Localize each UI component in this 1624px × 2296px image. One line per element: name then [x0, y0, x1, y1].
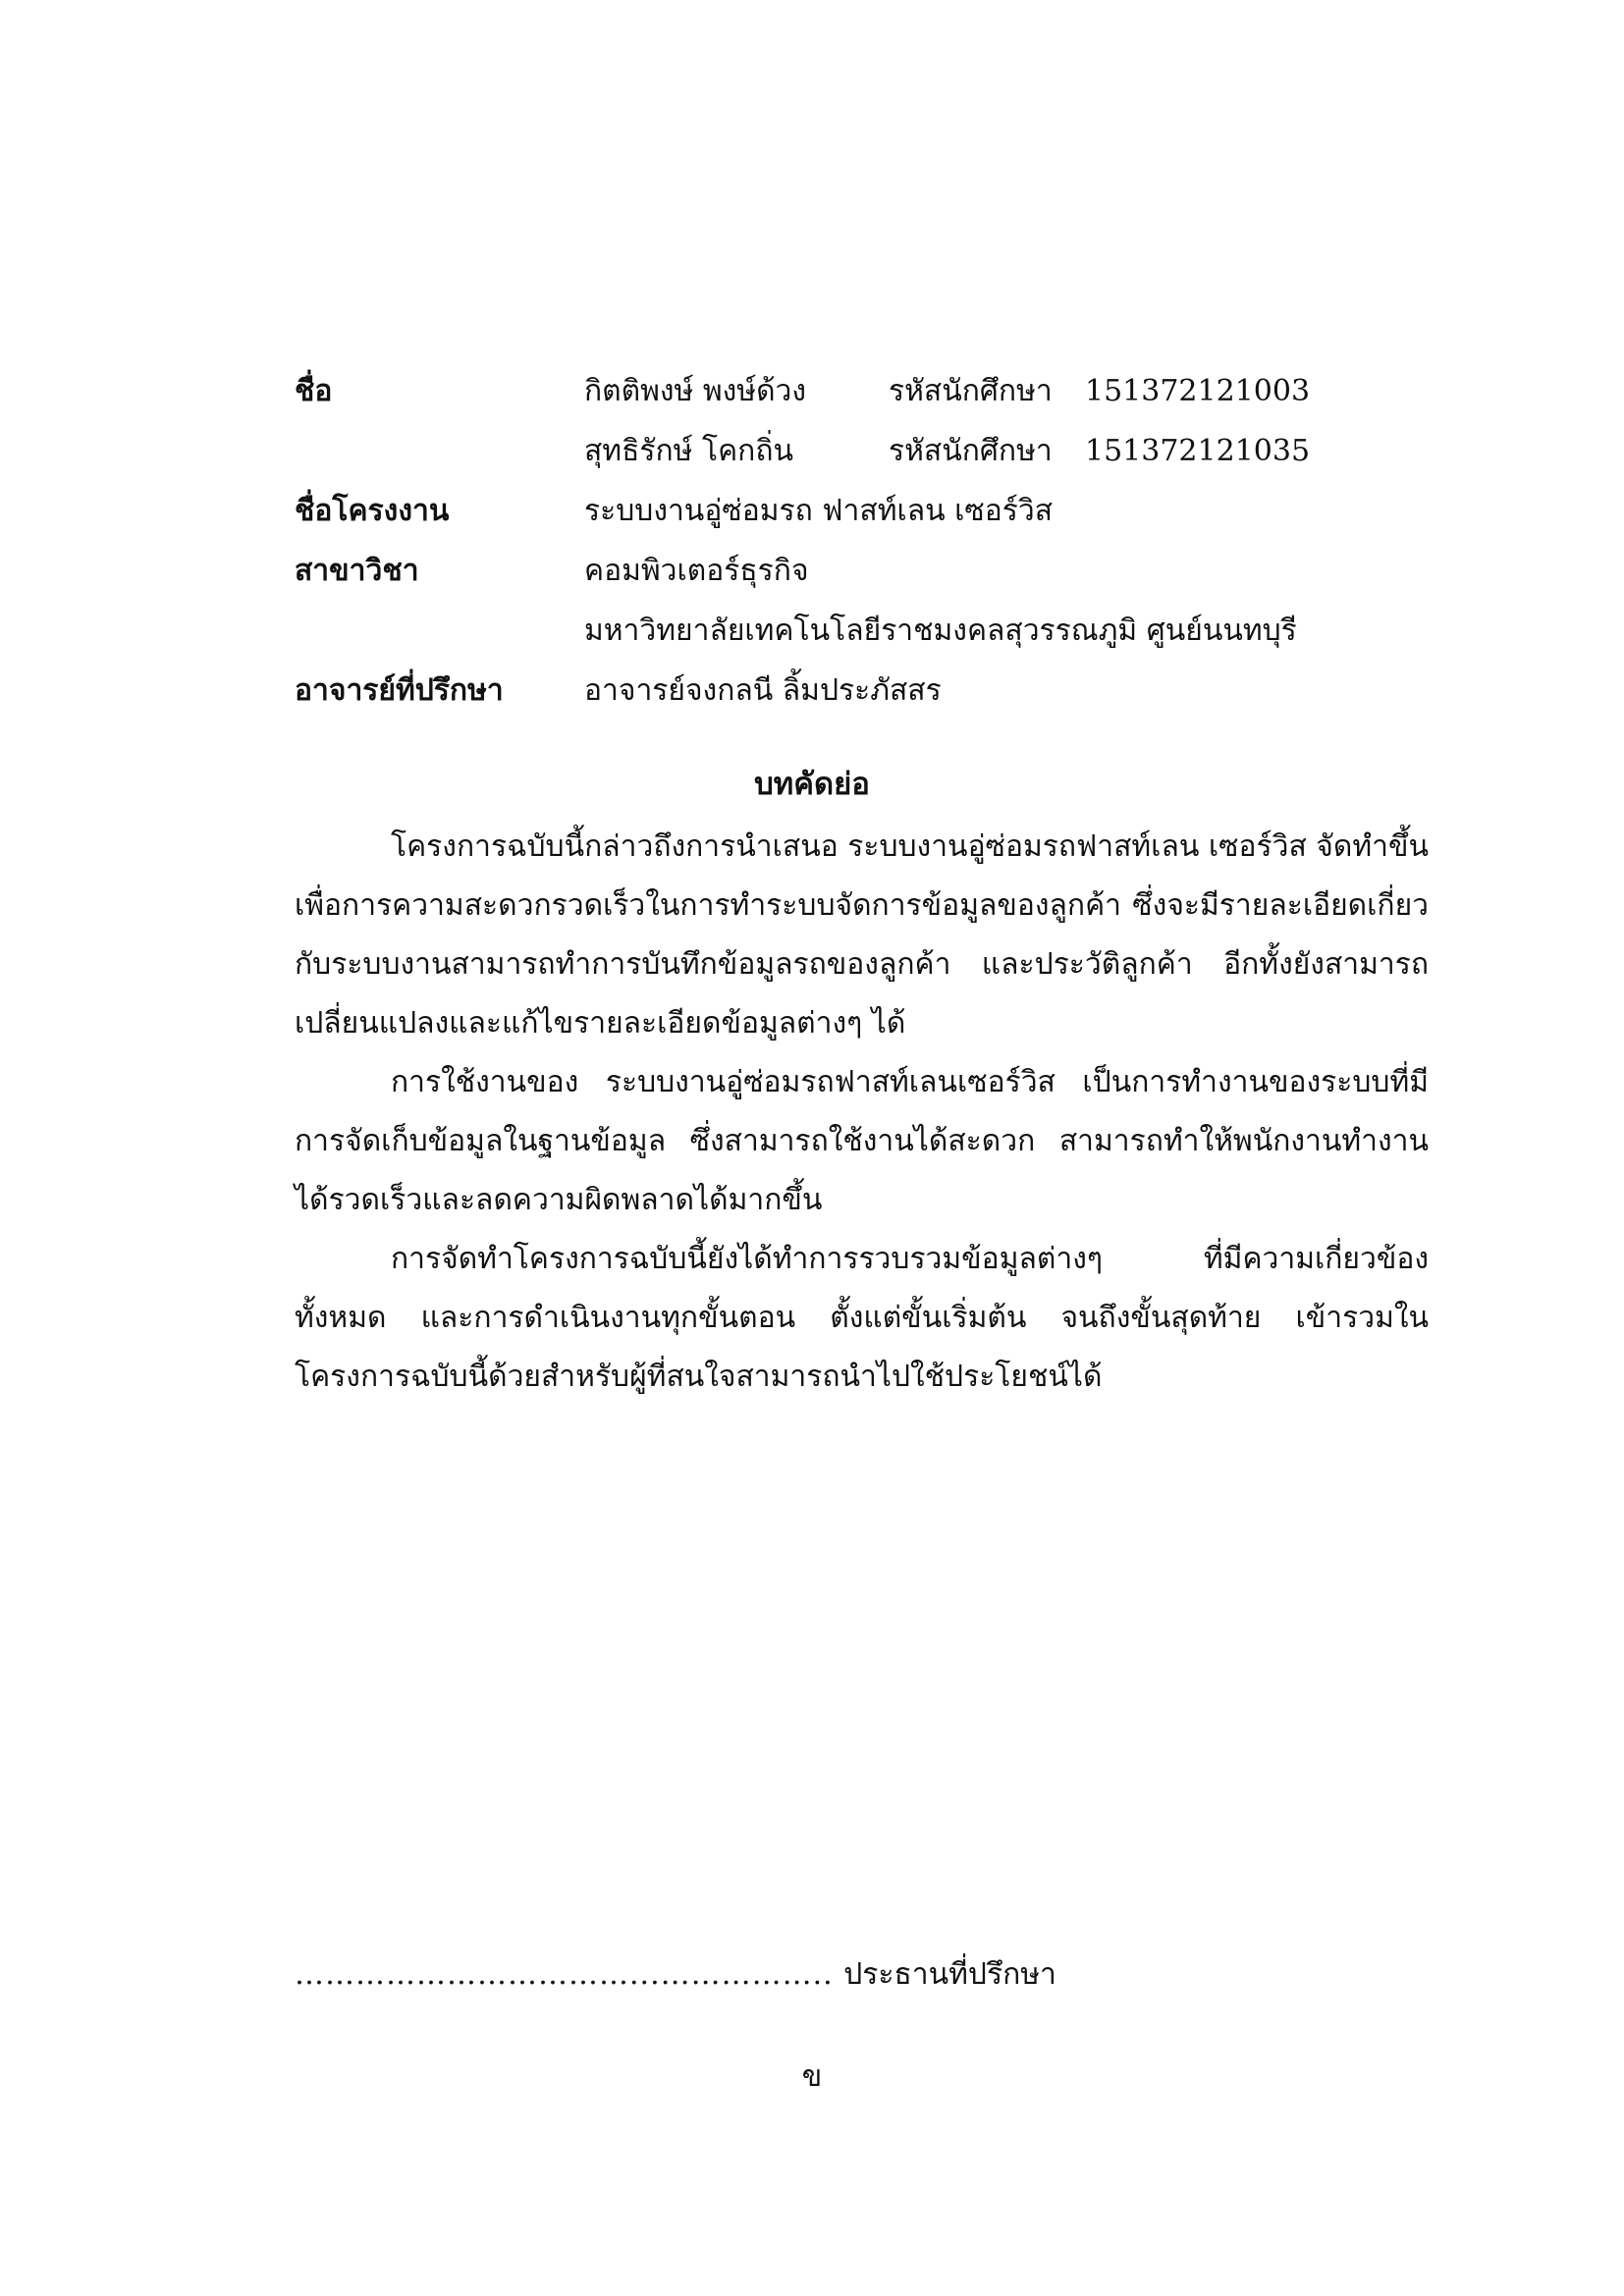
- abstract-title: บทคัดย่อ: [754, 767, 870, 802]
- student-name-1: กิตติพงษ์ พงษ์ด้วง: [584, 374, 807, 408]
- page-number: ข: [801, 2059, 823, 2094]
- abstract-paragraph-2: การใช้งานของ ระบบงานอู่ซ่อมรถฟาสท์เลนเซอร์วิส เป็นการทำงานของระบบที่มีการจัดเก็บข้อมูลในฐานข้อมูล ซึ่งสามารถใช้งานได้สะดวก สามารถทำให้พนักงานทำงานได้รวดเร็วและลดความผิดพลาดได้มากขึ้น: [295, 1065, 1429, 1217]
- abstract-paragraph-1: โครงการฉบับนี้กล่าวถึงการนำเสนอ ระบบงานอู่ซ่อมรถฟาสท์เลน เซอร์วิส จัดทำขึ้นเพื่อการความสะดวกรวดเร็วในการทำระบบจัดการข้อมูลของลูกค้า ซึ่งจะมีรายละเอียดเกี่ยวกับระบบงานสามารถทำการบันทึกข้อมูลรถของลูกค้า และประวัติลูกค้า อีกทั้งยังสามารถเปลี่ยนแปลงและแก้ไขรายละเอียดข้อมูลต่างๆ ได้: [295, 829, 1430, 1041]
- abstract-paragraph-3: การจัดทำโครงการฉบับนี้ยังได้ทำการรวบรวมข้อมูลต่างๆ ที่มีความเกี่ยวข้องทั้งหมด และการดำเนินงานทุกขั้นตอน ตั้งแต่ขั้นเริ่มต้น จนถึงขั้นสุดท้าย เข้ารวมในโครงการฉบับนี้ด้วยสำหรับผู้ที่สนใจสามารถนำไปใช้ประโยชน์ได้: [295, 1242, 1429, 1394]
- project-name: ระบบงานอู่ซ่อมรถ ฟาสท์เลน เซอร์วิส: [584, 494, 1054, 528]
- student-name-2: สุทธิรักษ์ โคกถิ่น: [584, 434, 794, 468]
- project-label: ชื่อโครงงาน: [295, 494, 450, 528]
- advisor-label: อาจารย์ที่ปรึกษา: [295, 673, 504, 708]
- university-name: มหาวิทยาลัยเทคโนโลยีราชมงคลสุวรรณภูมิ ศูนย์นนทบุรี: [584, 614, 1297, 648]
- major-label: สาขาวิชา: [295, 554, 419, 588]
- student-row-2: [295, 428, 1355, 475]
- student-id-label-1: รหัสนักศึกษา: [889, 374, 1053, 408]
- student-id-label-2: รหัสนักศึกษา: [889, 434, 1053, 468]
- name-label: ชื่อ: [295, 374, 333, 408]
- major-name: คอมพิวเตอร์ธุรกิจ: [584, 554, 809, 588]
- university-row: [295, 608, 1355, 655]
- advisor-row: [295, 667, 1355, 715]
- abstract-body: [295, 818, 1429, 1407]
- project-row: [295, 488, 1355, 535]
- signature-label: ประธานที่ปรึกษา: [843, 1957, 1056, 1992]
- student-id-2: 151372121035: [1085, 434, 1311, 468]
- signature-line: [295, 1951, 1473, 1999]
- signature-dots: ……………………………...……………..: [295, 1957, 844, 1992]
- advisor-name: อาจารย์จงกลนี ลิ้มประภัสสร: [584, 673, 942, 708]
- student-row-1: [295, 368, 1355, 415]
- major-row: [295, 548, 1355, 595]
- student-id-1: 151372121003: [1085, 374, 1311, 408]
